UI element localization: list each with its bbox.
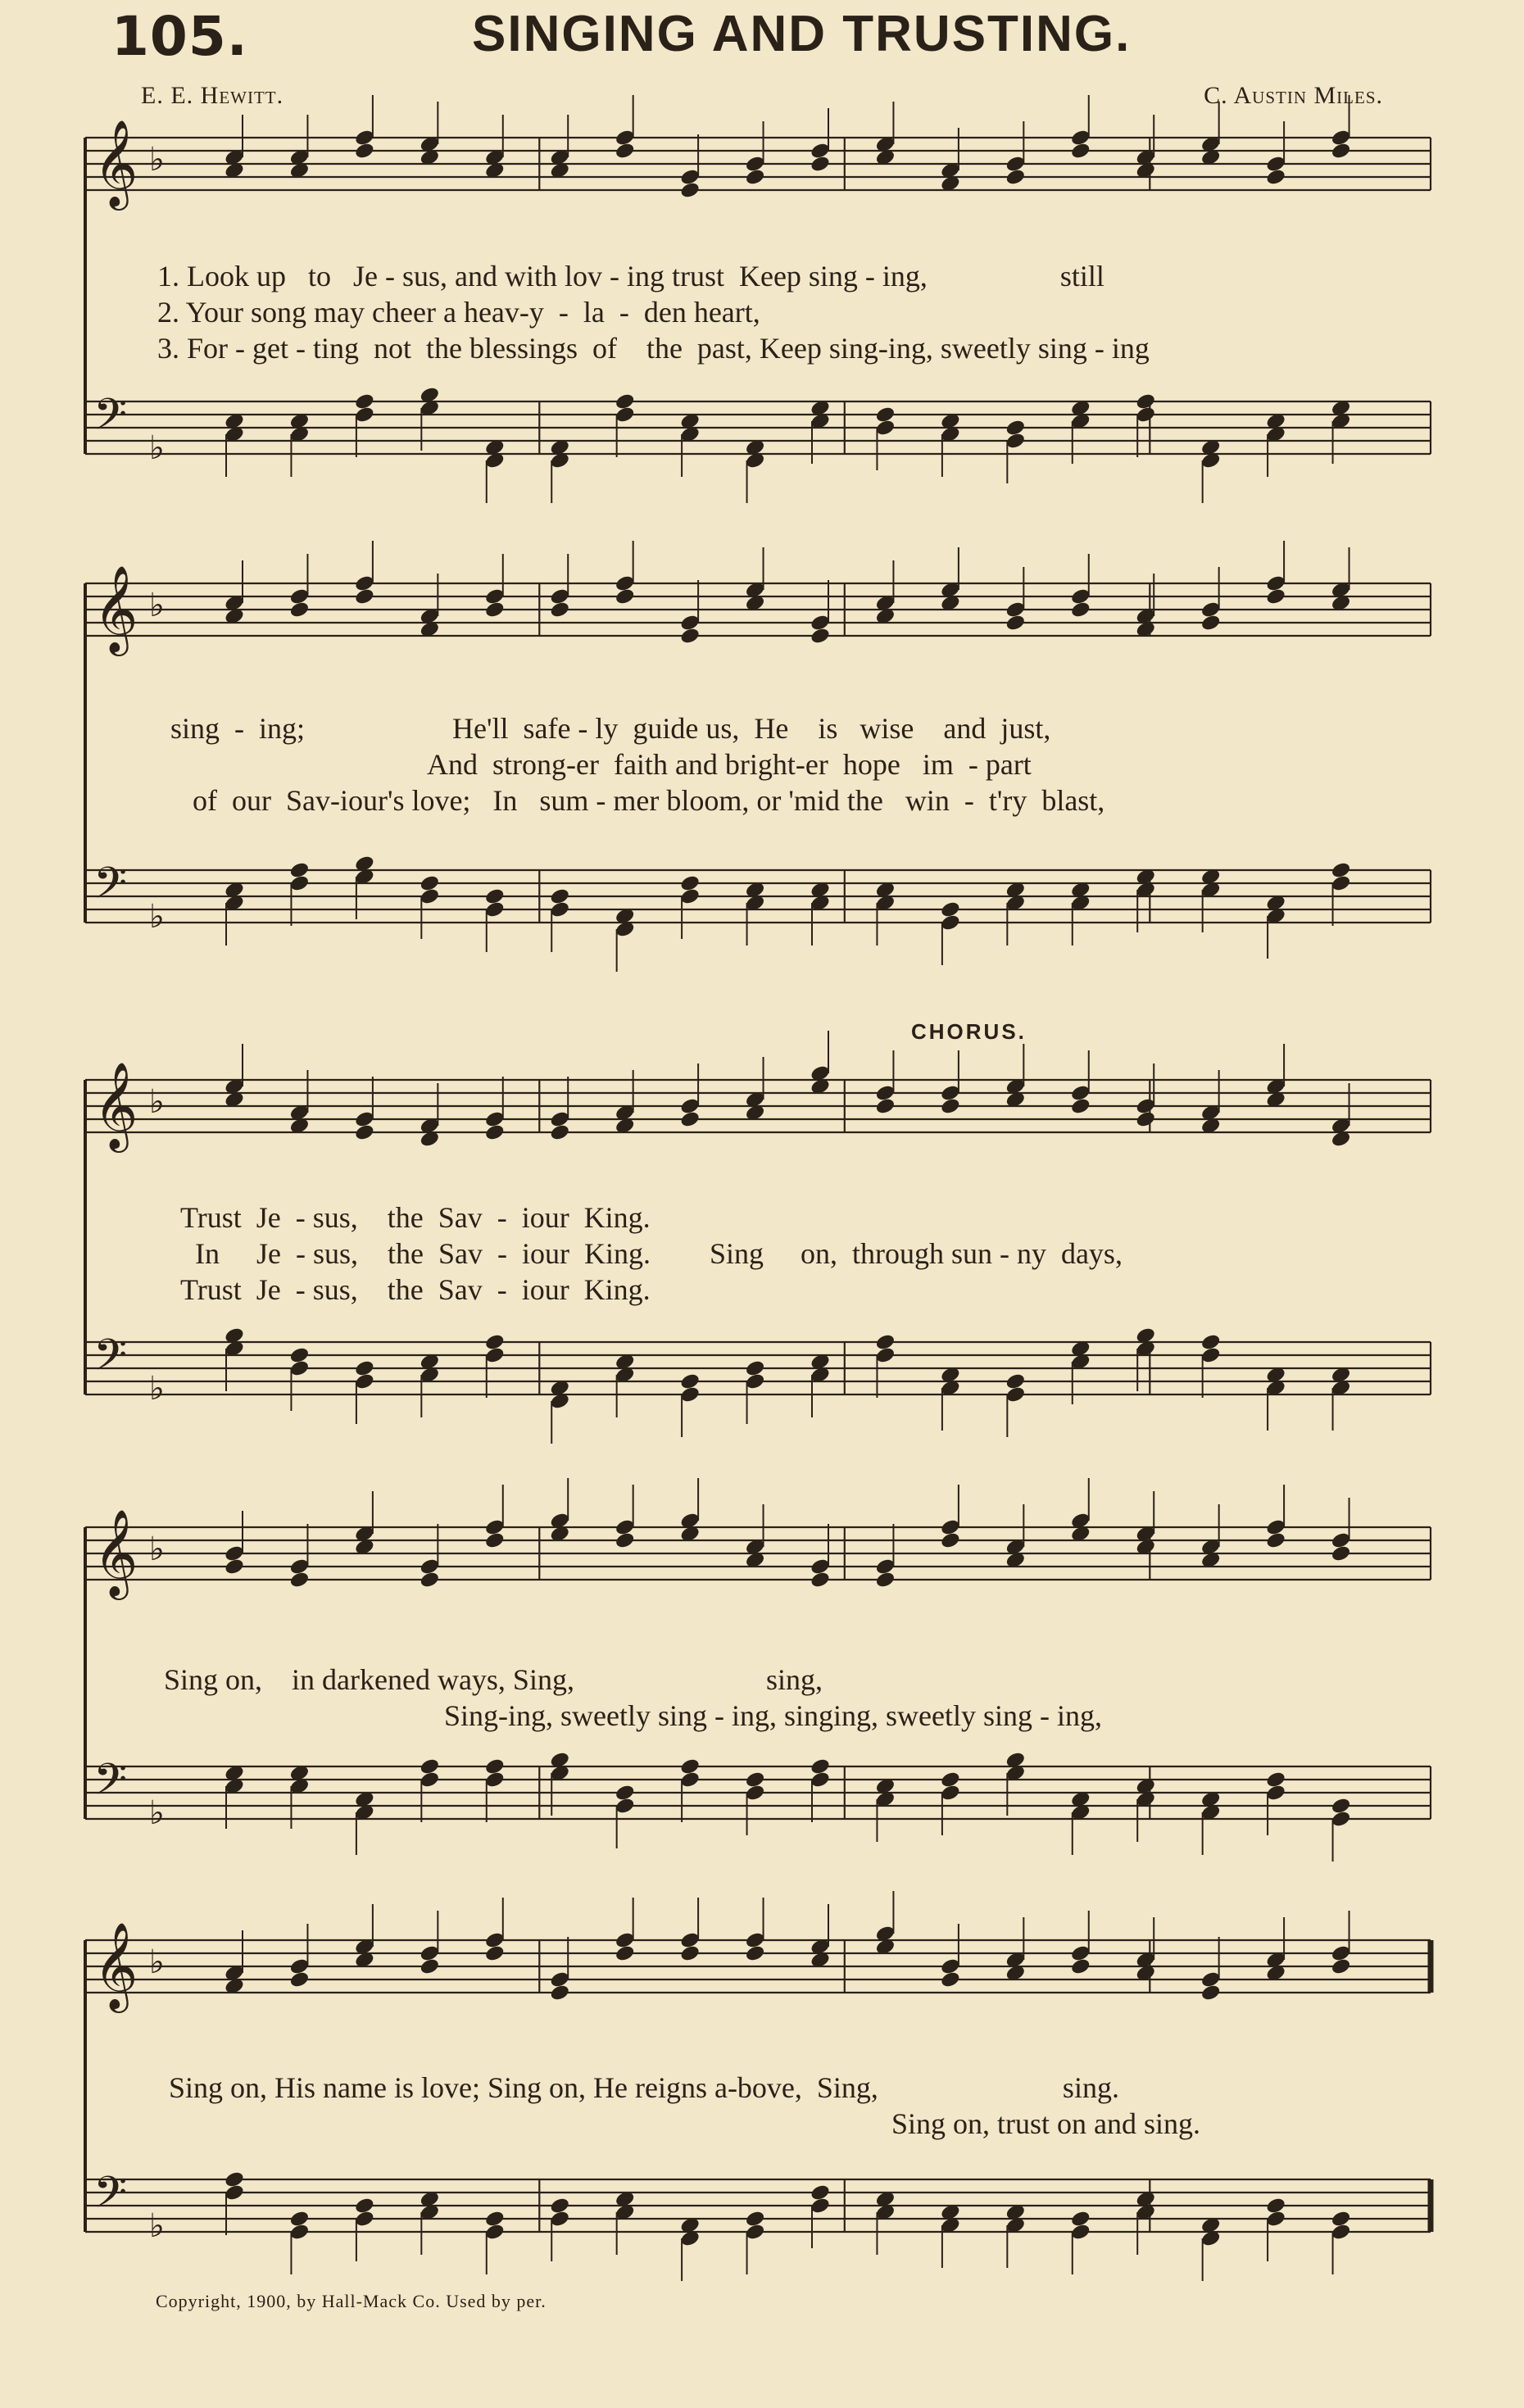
notehead bbox=[1265, 587, 1286, 606]
notehead bbox=[1135, 1110, 1156, 1129]
notehead bbox=[484, 1944, 506, 1963]
notehead bbox=[354, 392, 375, 411]
chorus-label: CHORUS. bbox=[911, 1019, 1027, 1044]
notehead bbox=[484, 2210, 506, 2229]
flat-icon: ♭ bbox=[149, 898, 165, 936]
notehead bbox=[940, 1097, 961, 1116]
bass-staff bbox=[85, 1326, 1431, 1444]
lyric-line: Sing on, His name is love; Sing on, He reigns a-bove, Sing, sing. bbox=[169, 2071, 1119, 2104]
bass-clef-icon: 𝄢 bbox=[93, 1331, 128, 1391]
bass-clef-icon: 𝄢 bbox=[93, 859, 128, 919]
notehead bbox=[419, 874, 440, 893]
notehead bbox=[940, 1531, 961, 1550]
notehead bbox=[549, 1123, 570, 1142]
notehead bbox=[615, 1531, 636, 1550]
music-system-4 bbox=[79, 1508, 1439, 1893]
notehead bbox=[1265, 168, 1286, 187]
notehead bbox=[484, 1123, 506, 1142]
notehead bbox=[354, 587, 375, 606]
notehead bbox=[810, 155, 831, 174]
flat-icon: ♭ bbox=[149, 1531, 165, 1568]
notehead bbox=[1330, 1797, 1351, 1816]
notehead bbox=[1005, 614, 1026, 633]
treble-clef-icon: 𝄞 bbox=[93, 1061, 138, 1149]
treble-clef-icon: 𝄞 bbox=[93, 1921, 138, 2009]
notehead bbox=[940, 1771, 961, 1789]
notehead bbox=[288, 2210, 310, 2229]
notehead bbox=[679, 1944, 701, 1963]
notehead bbox=[288, 1970, 310, 1989]
notehead bbox=[874, 1333, 896, 1352]
notehead bbox=[744, 168, 765, 187]
flat-icon: ♭ bbox=[149, 1794, 165, 1832]
notehead bbox=[549, 601, 570, 619]
notehead bbox=[810, 1571, 831, 1589]
notehead bbox=[354, 142, 375, 161]
notehead bbox=[288, 1346, 310, 1365]
notehead bbox=[484, 601, 506, 619]
notehead bbox=[744, 1771, 765, 1789]
notehead bbox=[1330, 2210, 1351, 2229]
flat-icon: ♭ bbox=[149, 429, 165, 467]
notehead bbox=[288, 601, 310, 619]
notehead bbox=[810, 2184, 831, 2202]
treble-clef-icon: 𝄞 bbox=[93, 565, 138, 652]
notehead bbox=[419, 1757, 440, 1776]
lyric-line: 2. Your song may cheer a heav-y - la - den heart, bbox=[157, 296, 760, 329]
lyric-line: 1. Look up to Je - sus, and with lov - ing trust Keep sing - ing, still bbox=[157, 260, 1104, 292]
flat-icon: ♭ bbox=[149, 587, 165, 624]
notehead bbox=[1200, 614, 1222, 633]
flat-icon: ♭ bbox=[149, 2207, 165, 2245]
notehead bbox=[874, 1097, 896, 1116]
notehead bbox=[224, 2170, 245, 2189]
flat-icon: ♭ bbox=[149, 141, 165, 179]
notehead bbox=[744, 2210, 765, 2229]
notehead bbox=[549, 887, 570, 906]
notehead bbox=[679, 181, 701, 200]
notehead bbox=[874, 1571, 896, 1589]
notehead bbox=[940, 1970, 961, 1989]
notehead bbox=[810, 627, 831, 646]
notehead bbox=[354, 1359, 375, 1378]
flat-icon: ♭ bbox=[149, 1370, 165, 1408]
notehead bbox=[615, 587, 636, 606]
notehead bbox=[679, 1110, 701, 1129]
notehead bbox=[224, 1558, 245, 1576]
notehead bbox=[549, 2197, 570, 2215]
notehead bbox=[1330, 142, 1351, 161]
notehead bbox=[679, 1757, 701, 1776]
bass-clef-icon: 𝄢 bbox=[93, 1755, 128, 1816]
notehead bbox=[874, 406, 896, 424]
notehead bbox=[1070, 1097, 1091, 1116]
notehead bbox=[484, 1757, 506, 1776]
lyric-line: sing - ing; He'll safe - ly guide us, He is wise and just, bbox=[170, 712, 1051, 745]
notehead bbox=[419, 1957, 440, 1976]
notehead bbox=[1005, 168, 1026, 187]
notehead bbox=[744, 1359, 765, 1378]
notehead bbox=[615, 1784, 636, 1803]
flat-icon: ♭ bbox=[149, 1943, 165, 1981]
notehead bbox=[484, 1333, 506, 1352]
notehead bbox=[1070, 142, 1091, 161]
notehead bbox=[354, 2197, 375, 2215]
bass-clef-icon: 𝄢 bbox=[93, 390, 128, 451]
notehead bbox=[1135, 392, 1156, 411]
lyric-line: 3. For - get - ting not the blessings of the past, Keep sing-ing, sweetly sing - ing bbox=[157, 332, 1150, 365]
notehead bbox=[484, 1531, 506, 1550]
treble-clef-icon: 𝄞 bbox=[93, 1508, 138, 1596]
treble-staff bbox=[85, 541, 1431, 656]
notehead bbox=[1005, 1372, 1026, 1391]
hymn-number: 105. bbox=[111, 5, 248, 68]
notehead bbox=[1330, 1957, 1351, 1976]
notehead bbox=[1265, 1771, 1286, 1789]
notehead bbox=[288, 1571, 310, 1589]
music-system-2 bbox=[79, 565, 1439, 959]
notehead bbox=[1265, 1531, 1286, 1550]
notehead bbox=[940, 900, 961, 919]
notehead bbox=[679, 627, 701, 646]
notehead bbox=[1330, 1544, 1351, 1563]
lyric-line: In Je - sus, the Sav - iour King. Sing on, through sun - ny days, bbox=[180, 1237, 1123, 1270]
notehead bbox=[484, 887, 506, 906]
lyric-line: And strong-er faith and bright-er hope im - part bbox=[170, 748, 1032, 781]
notehead bbox=[744, 1944, 765, 1963]
bass-staff bbox=[85, 386, 1431, 503]
music-system-1 bbox=[79, 119, 1439, 492]
notehead bbox=[1070, 2210, 1091, 2229]
notehead bbox=[1070, 601, 1091, 619]
notehead bbox=[1070, 1957, 1091, 1976]
lyric-line: Sing on, trust on and sing. bbox=[169, 2107, 1201, 2140]
treble-staff bbox=[85, 95, 1431, 211]
treble-staff bbox=[85, 1891, 1431, 2013]
notehead bbox=[1200, 1333, 1222, 1352]
bass-clef-icon: 𝄢 bbox=[93, 2168, 128, 2229]
notehead bbox=[810, 1757, 831, 1776]
copyright-notice: Copyright, 1900, by Hall-Mack Co. Used by per. bbox=[156, 2291, 547, 2311]
bass-staff bbox=[85, 1751, 1431, 1862]
music-system-3 bbox=[79, 1057, 1439, 1442]
notehead bbox=[615, 142, 636, 161]
treble-staff bbox=[85, 1478, 1431, 1600]
notehead bbox=[1265, 2197, 1286, 2215]
notehead bbox=[679, 1372, 701, 1391]
notehead bbox=[1330, 861, 1351, 880]
treble-clef-icon: 𝄞 bbox=[93, 119, 138, 206]
notehead bbox=[288, 861, 310, 880]
notehead bbox=[679, 874, 701, 893]
notehead bbox=[549, 1984, 570, 2002]
lyric-line: Sing on, in darkened ways, Sing, sing, bbox=[164, 1663, 823, 1696]
flat-icon: ♭ bbox=[149, 1083, 165, 1121]
bass-staff bbox=[85, 2168, 1431, 2281]
lyric-line: Trust Je - sus, the Sav - iour King. bbox=[180, 1201, 651, 1234]
treble-staff bbox=[85, 1031, 1431, 1153]
notehead bbox=[354, 1123, 375, 1142]
composer-credit: C. Austin Miles. bbox=[1204, 82, 1383, 109]
author-credit: E. E. Hewitt. bbox=[141, 82, 284, 109]
lyric-line: of our Sav-iour's love; In sum - mer bloom, or 'mid the win - t'ry blast, bbox=[170, 784, 1105, 817]
bass-staff bbox=[85, 855, 1431, 972]
notehead bbox=[615, 392, 636, 411]
music-system-5 bbox=[79, 1917, 1439, 2278]
notehead bbox=[615, 1944, 636, 1963]
notehead bbox=[419, 1571, 440, 1589]
lyric-line: Sing-ing, sweetly sing - ing, singing, sweetly sing - ing, bbox=[164, 1699, 1102, 1732]
hymn-title: SINGING AND TRUSTING. bbox=[472, 6, 1132, 62]
notehead bbox=[1200, 1984, 1222, 2002]
notehead bbox=[1005, 419, 1026, 438]
lyric-line: Trust Je - sus, the Sav - iour King. bbox=[180, 1273, 651, 1306]
